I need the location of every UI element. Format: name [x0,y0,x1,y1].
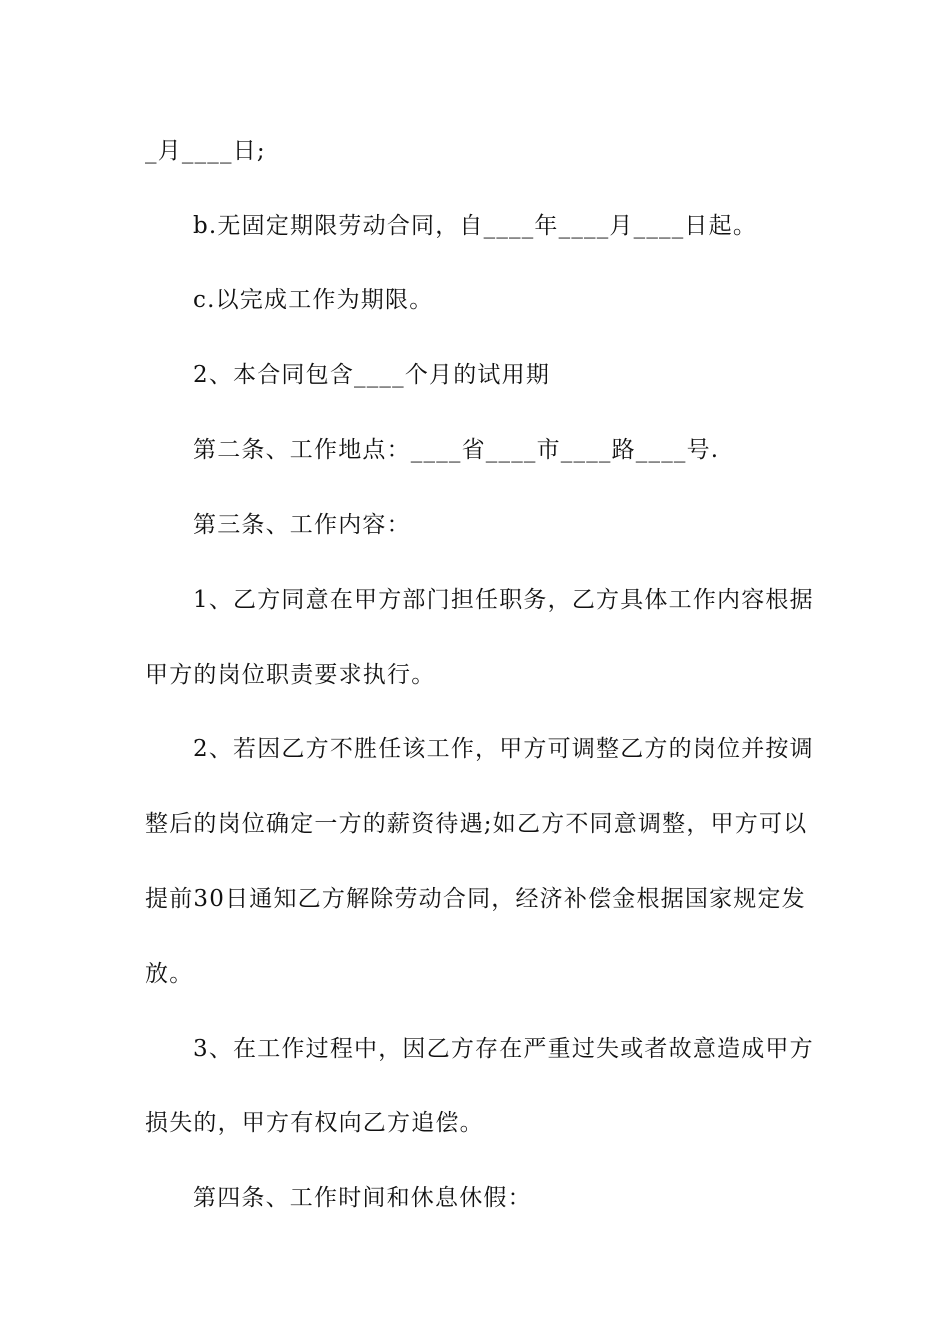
text-line-task-based-contract: c.以完成工作为期限。 [193,287,434,313]
paragraph-2-line-3: 提前30日通知乙方解除劳动合同，经济补偿金根据国家规定发 [145,886,806,912]
paragraph-1-line-2: 甲方的岗位职责要求执行。 [145,662,436,688]
paragraph-3-line-1: 3、在工作过程中，因乙方存在严重过失或者故意造成甲方 [193,1036,814,1062]
section-heading-work-location: 第二条、工作地点：____省____市____路____号. [193,437,720,463]
text-line-probation: 2、本合同包含____个月的试用期 [193,362,551,388]
text-line-open-ended-contract: b.无固定期限劳动合同，自____年____月____日起。 [193,213,758,239]
paragraph-1-line-1: 1、乙方同意在甲方部门担任职务，乙方具体工作内容根据 [193,587,814,613]
paragraph-3-line-2: 损失的，甲方有权向乙方追偿。 [145,1110,484,1136]
section-heading-working-hours: 第四条、工作时间和休息休假： [193,1185,532,1211]
paragraph-2-line-2: 整后的岗位确定一方的薪资待遇;如乙方不同意调整，甲方可以 [145,811,808,837]
text-line-date-end: _月____日; [145,138,266,164]
paragraph-2-line-1: 2、若因乙方不胜任该工作，甲方可调整乙方的岗位并按调 [193,736,814,762]
section-heading-work-content: 第三条、工作内容： [193,512,411,538]
paragraph-2-line-4: 放。 [145,961,194,987]
